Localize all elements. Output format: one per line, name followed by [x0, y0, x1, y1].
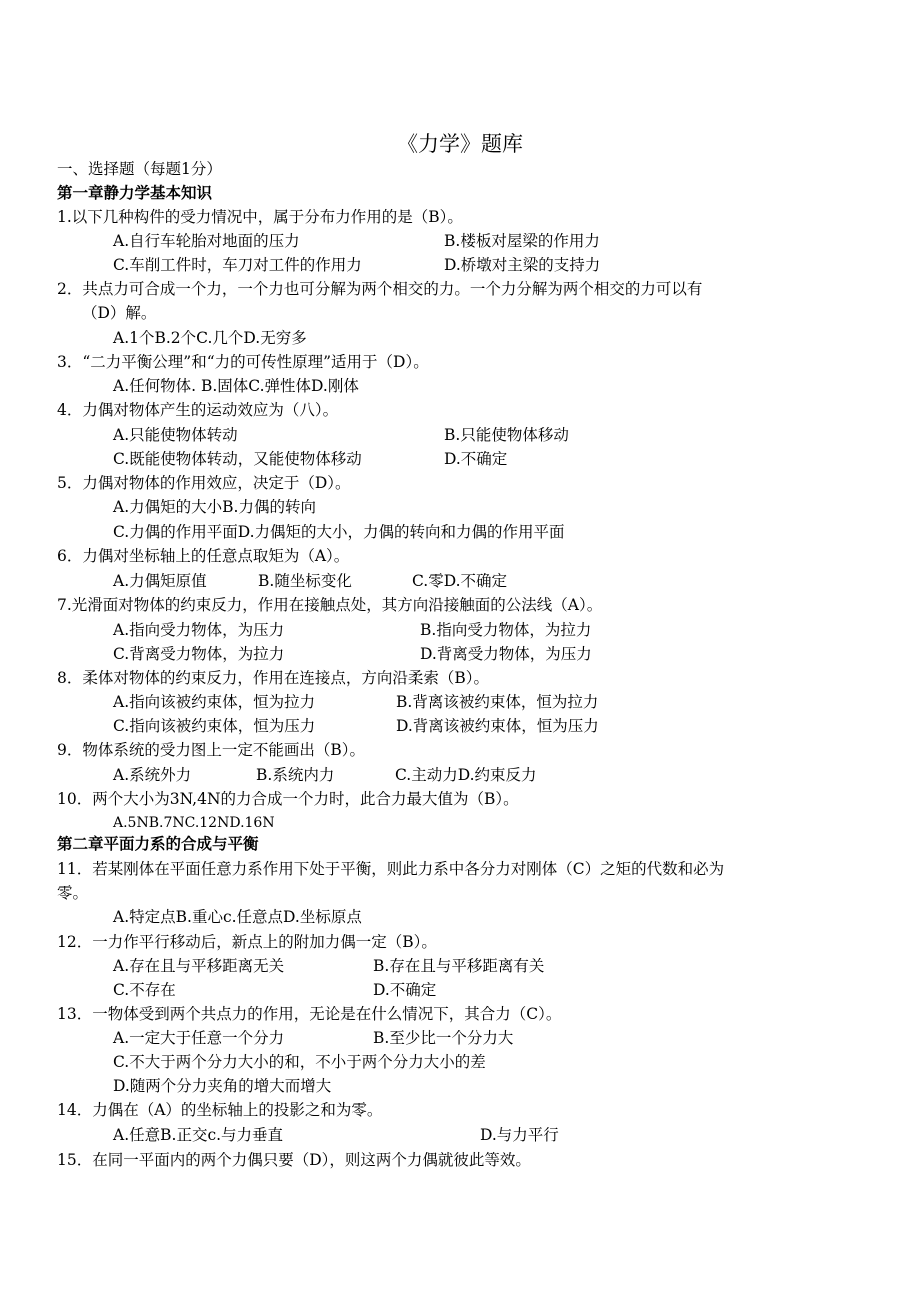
q4-option-b: B.只能使物体移动 — [444, 426, 569, 444]
q13-option-c: C.不大于两个分力大小的和，不小于两个分力大小的差 — [113, 1053, 486, 1071]
q9-option-b: B.系统内力 — [256, 766, 335, 784]
question-12: 12．一力作平行移动后，新点上的附加力偶一定（B）。 — [57, 933, 437, 951]
q14-options-abc: A.任意B.正交c.与力垂直 — [113, 1126, 284, 1144]
q10-options: A.5NB.7NC.12ND.16N — [113, 815, 275, 831]
q8-option-a: A.指向该被约束体，恒为拉力 — [113, 693, 316, 711]
q2-options: A.1个B.2个C.几个D.无穷多 — [113, 329, 307, 347]
question-10: 10．两个大小为3N,4N的力合成一个力时，此合力最大值为（B）。 — [57, 790, 519, 808]
question-13: 13．一物体受到两个共点力的作用，无论是在什么情况下，其合力（C）。 — [57, 1005, 562, 1023]
question-15: 15．在同一平面内的两个力偶只要（D），则这两个力偶就彼此等效。 — [57, 1151, 531, 1169]
q7-option-a: A.指向受力物体，为压力 — [113, 621, 285, 639]
q1-option-c: C.车削工件时，车刀对工件的作用力 — [113, 256, 362, 274]
question-11-cont: 零。 — [57, 884, 89, 902]
q11-options: A.特定点B.重心c.任意点D.坐标原点 — [113, 908, 362, 926]
section-heading: 一、选择题（每题1分） — [57, 160, 222, 178]
chapter-2-heading: 第二章平面力系的合成与平衡 — [57, 835, 259, 853]
question-5: 5．力偶对物体的作用效应，决定于（D）。 — [57, 474, 351, 492]
q4-option-a: A.只能使物体转动 — [113, 426, 238, 444]
q9-option-a: A.系统外力 — [113, 766, 192, 784]
q6-option-b: B.随坐标变化 — [258, 572, 352, 590]
q14-option-d: D.与力平行 — [480, 1126, 559, 1144]
q8-option-d: D.背离该被约束体，恒为压力 — [396, 717, 599, 735]
question-11: 11．若某刚体在平面任意力系作用下处于平衡，则此力系中各分力对刚体（C）之矩的代数和必为 — [57, 860, 725, 878]
q8-option-c: C.指向该被约束体，恒为压力 — [113, 717, 316, 735]
q9-options-cd: C.主动力D.约束反力 — [395, 766, 537, 784]
q13-option-b: B.至少比一个分力大 — [373, 1029, 514, 1047]
question-8: 8．柔体对物体的约束反力，作用在连接点，方向沿柔索（B）。 — [57, 669, 490, 687]
q4-option-c: C.既能使物体转动，又能使物体移动 — [113, 450, 362, 468]
q12-option-a: A.存在且与平移距离无关 — [113, 957, 285, 975]
q8-option-b: B.背离该被约束体，恒为拉力 — [396, 693, 599, 711]
q12-option-c: C.不存在 — [113, 981, 176, 999]
q12-option-d: D.不确定 — [373, 981, 437, 999]
q7-option-d: D.背离受力物体，为压力 — [420, 645, 592, 663]
question-14: 14．力偶在（A）的坐标轴上的投影之和为零。 — [57, 1101, 383, 1119]
q1-option-b: B.楼板对屋梁的作用力 — [444, 232, 600, 250]
question-7: 7.光滑面对物体的约束反力，作用在接触点处，其方向沿接触面的公法线（A）。 — [57, 596, 603, 614]
question-1: 1.以下几种构件的受力情况中，属于分布力作用的是（B）。 — [57, 208, 463, 226]
q13-option-d: D.随两个分力夹角的增大而增大 — [113, 1077, 332, 1095]
question-6: 6．力偶对坐标轴上的任意点取矩为（A）。 — [57, 547, 350, 565]
q7-option-c: C.背离受力物体，为拉力 — [113, 645, 285, 663]
q3-options: A.任何物体. B.固体C.弹性体D.刚体 — [113, 377, 359, 395]
chapter-1-heading: 第一章静力学基本知识 — [57, 184, 213, 202]
q4-option-d: D.不确定 — [444, 450, 508, 468]
q12-option-b: B.存在且与平移距离有关 — [373, 957, 545, 975]
q1-option-a: A.自行车轮胎对地面的压力 — [113, 232, 300, 250]
question-3: 3．“二力平衡公理”和“力的可传性原理”适用于（D）。 — [57, 353, 429, 371]
q5-options-cd: C.力偶的作用平面D.力偶矩的大小，力偶的转向和力偶的作用平面 — [113, 523, 565, 541]
q6-option-a: A.力偶矩原值 — [113, 572, 207, 590]
question-2: 2．共点力可合成一个力，一个力也可分解为两个相交的力。一个力分解为两个相交的力可以有 — [57, 280, 703, 298]
q6-options-cd: C.零D.不确定 — [412, 572, 508, 590]
question-2-cont: （D）解。 — [82, 304, 157, 322]
question-9: 9．物体系统的受力图上一定不能画出（B）。 — [57, 741, 366, 759]
document-title: 《力学》题库 — [397, 132, 523, 156]
q1-option-d: D.桥墩对主梁的支持力 — [444, 256, 601, 274]
q7-option-b: B.指向受力物体，为拉力 — [420, 621, 592, 639]
q5-options-ab: A.力偶矩的大小B.力偶的转向 — [113, 498, 316, 516]
question-4: 4．力偶对物体产生的运动效应为（八）。 — [57, 401, 339, 419]
q13-option-a: A.一定大于任意一个分力 — [113, 1029, 285, 1047]
